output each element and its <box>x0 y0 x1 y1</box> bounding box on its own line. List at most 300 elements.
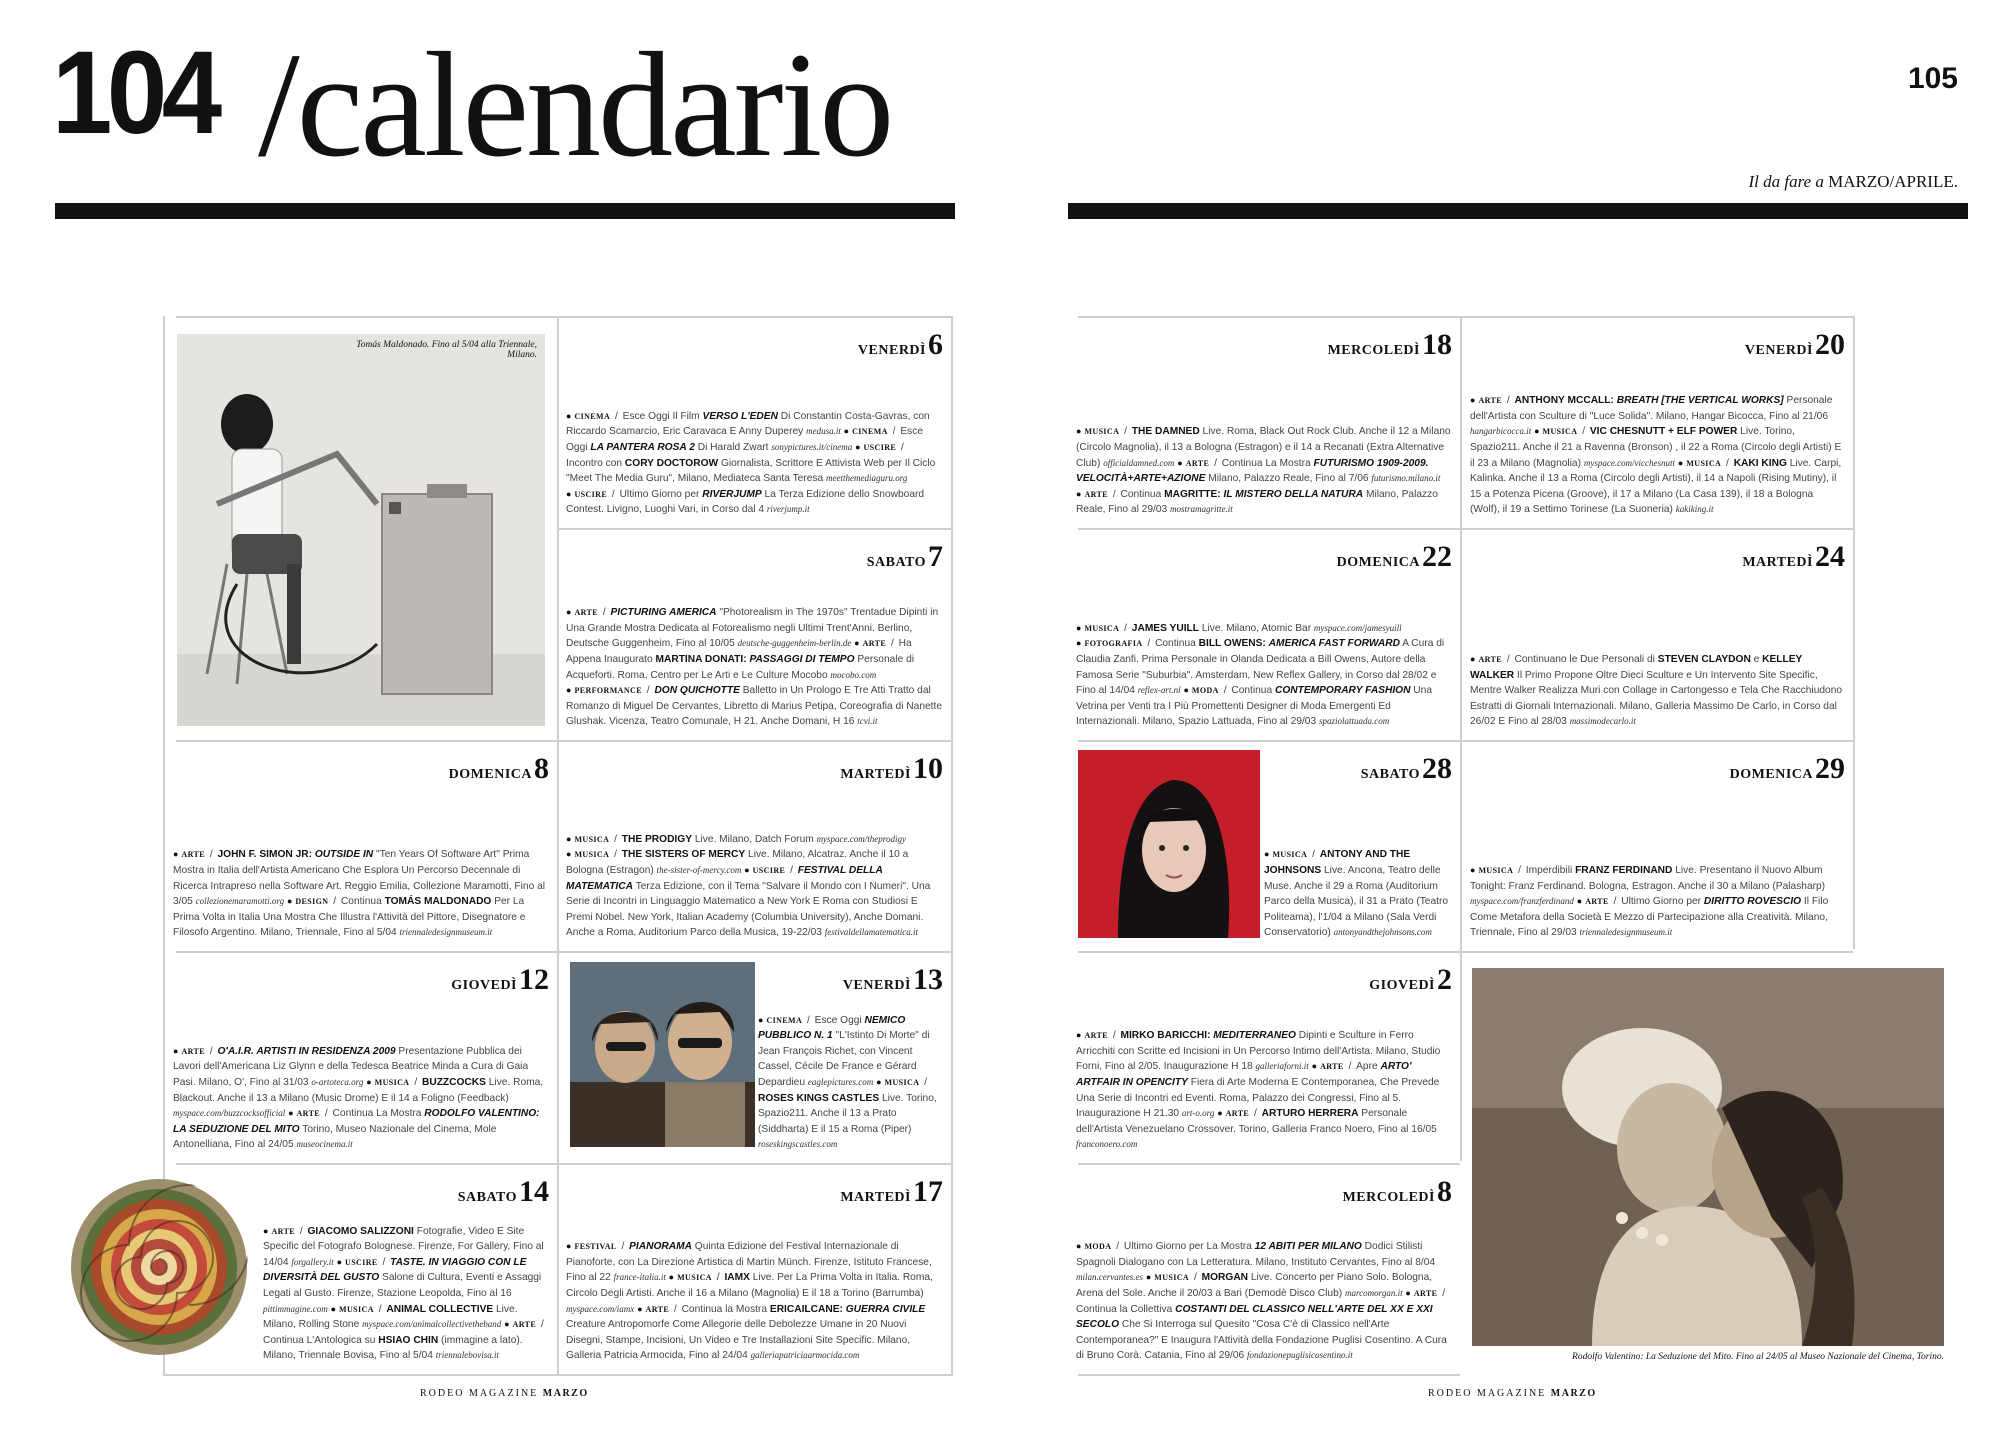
event-category: ARTE <box>1225 1109 1250 1119</box>
event-website: milan.cervantes.es <box>1076 1272 1143 1283</box>
event-category: ARTE <box>574 608 598 618</box>
event-category: FOTOGRAFIA <box>1084 639 1143 649</box>
event-category: PERFORMANCE <box>574 686 642 696</box>
event-list <box>566 832 943 941</box>
event-text: Di Constantin Costa-Gavras, con Riccardo Scamarcio, Eric Caravaca E Anny Duperey <box>566 410 930 438</box>
day-header <box>840 752 943 786</box>
day-header <box>1328 328 1452 362</box>
event-text: Continua <box>1231 685 1275 697</box>
event-category: USCIRE <box>345 1257 378 1267</box>
event-text: Live. Roma, Blackout. Anche il 13 a Milano (Music Drome) E il 14 a Foligno (Feedback) <box>173 1077 544 1104</box>
bullet-icon: ● <box>1534 426 1540 437</box>
day-header <box>449 752 549 786</box>
event-website: kakiking.it <box>1675 504 1714 515</box>
event-highlight: PASSAGGI DI TEMPO <box>749 654 855 666</box>
event-list <box>1076 621 1452 730</box>
event-website: medusa.it <box>806 426 841 437</box>
event-list <box>1264 847 1452 941</box>
event-highlight: BREATH [THE VERTICAL WORKS] <box>1616 395 1784 407</box>
event-text: Personale dell'Artista con Sculture di "Luce Solida". Milano, Hangar Bicocca, Fino al 21/06 <box>1470 395 1833 422</box>
event-category: MUSICA <box>374 1078 410 1088</box>
separator: / <box>599 607 609 619</box>
event-text: "Ten Years Of Software Art" Prima Mostra in Italia dell'Artista Americano Che Esplora Un Percorso Decennale di Ricerca Intrapreso nella Software Art. Reggio Emilia, Collezione Maramotti, Fino al 3/05 <box>173 849 546 908</box>
event-list <box>263 1224 549 1364</box>
event-list <box>1076 1239 1452 1364</box>
event-website: reflex-art.nl <box>1137 685 1181 696</box>
separator: / <box>671 1303 680 1315</box>
event-text: Continua L'Antologica su <box>263 1334 379 1346</box>
event-list <box>566 605 943 730</box>
grid-line <box>163 1374 951 1376</box>
bullet-icon: ● <box>1076 488 1082 499</box>
event-website: festivaldellamatematica.it <box>824 927 919 938</box>
event-highlight: CORY DOCTOROW <box>624 457 719 469</box>
event-highlight: TASTE. IN VIAGGIO CON LE DIVERSITÀ DEL GUSTO <box>263 1256 527 1284</box>
event-highlight: OUTSIDE IN <box>314 849 374 861</box>
event-entry <box>1076 1288 1447 1361</box>
bullet-icon: ● <box>1405 1288 1411 1299</box>
day-cell-venerdi-6 <box>558 318 951 528</box>
event-text: Ha Appena Inaugurato <box>566 638 912 666</box>
day-header <box>1730 752 1845 786</box>
bullet-icon: ● <box>1470 865 1476 876</box>
event-website: marcomorgan.it <box>1344 1288 1403 1299</box>
event-highlight: MEDITERRANEO <box>1213 1030 1296 1042</box>
bullet-icon: ● <box>843 426 850 437</box>
day-header <box>451 963 549 997</box>
bullet-icon: ● <box>288 1108 294 1119</box>
event-text: Ultimo Giorno per <box>1621 896 1704 908</box>
separator: / <box>611 833 620 845</box>
event-website: tcvi.it <box>857 716 878 727</box>
separator: / <box>1723 457 1732 469</box>
day-header <box>458 1175 549 1209</box>
grid-line <box>1078 1374 1460 1376</box>
event-highlight: ANIMAL COLLECTIVE <box>386 1303 494 1315</box>
day-cell-giovedi-2 <box>1068 953 1460 1163</box>
event-category: CINEMA <box>852 427 888 437</box>
separator: / <box>1610 896 1620 908</box>
day-number: 29 <box>1815 752 1845 785</box>
event-text: Continua la Collettiva <box>1076 1303 1176 1315</box>
event-text: Milano, Palazzo Reale, Fino al 29/03 <box>1076 488 1438 516</box>
photo-caption-maldonado: Tomás Maldonado. Fino al 5/04 alla Triennale, Milano. <box>356 340 537 360</box>
day-cell-domenica-8 <box>165 742 557 951</box>
event-text: Ultimo Giorno per <box>619 488 703 500</box>
event-highlight: GUERRA CIVILE <box>845 1303 926 1315</box>
event-text: Torino, Museo Nazionale del Cinema, Mole Antonelliana, Fino al 24/05 <box>173 1123 497 1151</box>
separator: / <box>379 1256 389 1268</box>
separator: / <box>713 1272 723 1284</box>
event-website: fondazionepuglisicosentino.it <box>1247 1350 1353 1361</box>
event-text: Personale dell'Artista Venezuelano Crossover. Torino, Galleria Franco Noero, Fino al 16/05 <box>1076 1108 1437 1135</box>
bullet-icon: ● <box>566 849 572 860</box>
bullet-icon: ● <box>1470 654 1476 665</box>
event-highlight: FRANZ FERDINAND <box>1575 865 1673 877</box>
event-text: "L'Istinto Di Morte" di Jean François Richet, con Vincent Cassel, Cécile De France e Gérard Depardieu <box>758 1030 930 1089</box>
maldonado-illustration <box>177 334 545 726</box>
event-website: franconoero.com <box>1076 1139 1138 1150</box>
event-website: myspace.com/franzferdinand <box>1470 896 1574 907</box>
event-text: Giornalista, Scrittore E Attivista Web per Il Ciclo "Meet The Media Guru", Milano, Mediateca Santa Teresa <box>566 457 936 485</box>
bullet-icon: ● <box>1217 1108 1223 1119</box>
separator: / <box>618 1241 628 1253</box>
separator: / <box>889 426 899 438</box>
event-highlight: ANTONY AND THE JOHNSONS <box>1264 849 1411 877</box>
footer-month: MARZO <box>1550 1388 1597 1399</box>
bullet-icon: ● <box>263 1225 269 1236</box>
bullet-icon: ● <box>876 1077 882 1088</box>
event-category: ARTE <box>862 639 887 649</box>
event-website: art-o.org <box>1181 1108 1215 1119</box>
day-name: DOMENICA <box>448 767 532 782</box>
event-highlight: VERSO L'EDEN <box>702 410 778 422</box>
event-highlight: TOMÁS MALDONADO <box>384 896 492 908</box>
event-website: futurismo.milano.it <box>1371 473 1441 484</box>
event-entry <box>1470 654 1842 727</box>
bullet-icon: ● <box>330 1303 337 1314</box>
event-text: Milano, Palazzo Reale, Fino al 7/06 <box>1205 473 1372 485</box>
event-website: mocobo.com <box>830 669 877 680</box>
event-list <box>566 409 943 518</box>
event-text: Che Si Interroga sul Quesito "Cosa C'è di Classico nell'Arte Contemporanea?" E Inaugura l'Attività della Fondazione Puglisi Cosentino. A Cura di Bruno Corà. Catania, Fino al 29/06 <box>1076 1319 1447 1362</box>
event-highlight: AMERICA FAST FORWARD <box>1268 638 1400 650</box>
tagline <box>1748 172 1958 192</box>
event-highlight: THE SISTERS OF MERCY <box>621 849 746 861</box>
event-category: CINEMA <box>766 1015 803 1025</box>
day-name: GIOVEDÌ <box>451 978 517 993</box>
separator: / <box>611 849 620 861</box>
day-number: 10 <box>913 752 943 785</box>
page-number-left: 104 <box>52 27 217 159</box>
event-list <box>566 1239 943 1364</box>
event-category: MUSICA <box>1154 1273 1190 1283</box>
event-highlight: KAKI KING <box>1733 457 1787 469</box>
day-number: 6 <box>928 328 943 361</box>
event-highlight: MAGRITTE: <box>1164 488 1224 500</box>
separator: / <box>1515 865 1524 877</box>
event-category: ARTE <box>1084 489 1108 499</box>
event-list <box>758 1013 943 1153</box>
event-website: hangarbicocca.it <box>1470 426 1532 437</box>
day-cell-mercoledi-8 <box>1068 1165 1460 1374</box>
valentino-illustration <box>1472 968 1944 1346</box>
event-highlight: RIVERJUMP <box>702 488 762 500</box>
event-text: Fiera di Arte Moderna E Contemporanea, Che Prevede Una Serie di Incontri ed Eventi. Roma, Palazzo dei Congressi, Fino al 5. Inaugurazione H 21.30 <box>1076 1077 1440 1120</box>
separator: / <box>1309 849 1318 861</box>
event-list <box>1470 393 1845 518</box>
event-text: Di Harald Zwart <box>694 442 772 454</box>
event-text: Dodici Stilisti Spagnoli Dialogano con La Letteratura. Milano, Instituto Cervantes, Fino al 8/04 <box>1076 1241 1436 1268</box>
separator: / <box>1211 457 1220 469</box>
event-highlight: BILL OWENS: <box>1198 638 1269 650</box>
footer-brand: RODEO MAGAZINE <box>420 1388 539 1399</box>
day-header <box>1369 963 1452 997</box>
event-text: Dipinti e Sculture in Ferro Arricchiti con Scritte ed Incisioni in Un Percorso Intimo dell'Artista. Milano, Studio Forni, Fino al 2/05. Inaugurazione H 18 <box>1076 1030 1441 1073</box>
day-header <box>843 963 943 997</box>
event-website: riverjump.it <box>766 504 810 515</box>
separator: / <box>1220 685 1230 697</box>
event-highlight: MORGAN <box>1201 1272 1249 1284</box>
separator: / <box>888 638 897 650</box>
event-website: the-sister-of-mercy.com <box>656 865 742 876</box>
separator: / <box>1191 1272 1200 1284</box>
event-text: Creature Antropomorfe Come Allegorie delle Debolezze Umane in 20 Nuovi Disegni, Stampe, Incisioni, Un Video e Tre Installazioni Site Specific. Milano, Galleria Patricia Armocida, Fino al 24/04 <box>566 1319 911 1362</box>
bullet-icon: ● <box>566 607 572 618</box>
event-highlight: RODOLFO VALENTINO: LA SEDUZIONE DEL MITO <box>173 1108 540 1135</box>
separator: / <box>1144 638 1154 650</box>
bullet-icon: ● <box>1183 685 1189 696</box>
tagline-months: MARZO/APRILE. <box>1828 172 1958 191</box>
event-highlight: ARTURO HERRERA <box>1261 1108 1359 1120</box>
event-text: Una Vetrina per Venti tra I Più Promettenti Designer di Moda Emergenti Ed Internazionali. Milano, Spazio Lattuada, Fino al 29/03 <box>1076 685 1432 728</box>
event-website: myspace.com/iamx <box>566 1303 635 1314</box>
bullet-icon: ● <box>1677 457 1684 468</box>
event-text: Quinta Edizione del Festival Internazionale di Pianoforte, con La Direzione Artistica di Martin Münch. Firenze, Istituto Francese, Fino al 22 <box>566 1241 932 1284</box>
event-list <box>173 1044 549 1153</box>
event-category: MUSICA <box>1478 866 1514 876</box>
event-text: e <box>1750 654 1763 666</box>
event-text: Continua <box>1120 488 1165 500</box>
event-category: ARTE <box>645 1304 670 1314</box>
event-category: MUSICA <box>1084 427 1120 437</box>
day-cell-domenica-29 <box>1462 742 1853 951</box>
event-website: triennaledesignmuseum.it <box>1579 927 1673 938</box>
day-number: 14 <box>519 1175 549 1208</box>
separator: / <box>1121 622 1130 634</box>
day-cell-venerdi-13 <box>558 953 951 1163</box>
day-name: VENERDÌ <box>1744 343 1813 358</box>
event-list <box>1076 424 1452 518</box>
event-text: Continua La Mostra <box>332 1108 425 1120</box>
separator: / <box>375 1303 385 1315</box>
event-category: MUSICA <box>677 1273 712 1283</box>
event-category: ARTE <box>1478 655 1502 665</box>
day-name: MARTEDÌ <box>1742 555 1813 570</box>
event-text: Live. Roma, Black Out Rock Club. Anche il 12 a Milano (Circolo Magnolia), il 13 a Bologna (Estragon) e il 14 a Recanati (Extra Alternative Club) <box>1076 426 1451 469</box>
event-category: MUSICA <box>574 850 610 860</box>
event-category: ARTE <box>181 850 205 860</box>
bullet-icon: ● <box>1076 638 1082 649</box>
event-list <box>1470 652 1845 730</box>
day-header <box>840 1175 943 1209</box>
separator: / <box>322 1108 331 1120</box>
event-text: Continua La Mostra <box>1221 457 1314 469</box>
event-highlight: 12 ABITI PER MILANO <box>1254 1241 1362 1253</box>
event-category: DESIGN <box>295 897 329 907</box>
header-rule-left <box>55 203 955 219</box>
event-website: o-artoteca.org <box>311 1077 364 1088</box>
event-text: La Terza Edizione dello Snowboard Contest. Livigno, Luoghi Vari, in Corso dal 4 <box>566 488 925 516</box>
bullet-icon: ● <box>336 1256 343 1267</box>
section-title: /calendario <box>258 22 892 188</box>
event-entry <box>566 685 942 727</box>
bullet-icon: ● <box>286 896 293 907</box>
event-website: antonyandthejohnsons.com <box>1333 927 1432 938</box>
event-text: Esce Oggi <box>814 1014 865 1026</box>
bullet-icon: ● <box>854 638 860 649</box>
separator: / <box>643 685 653 697</box>
event-website: myspace.com/theprodigy <box>816 833 906 844</box>
day-cell-sabato-7 <box>558 530 951 740</box>
event-category: MUSICA <box>1686 458 1722 468</box>
day-cell-venerdi-20 <box>1462 318 1853 528</box>
day-name: SABATO <box>866 555 926 570</box>
separator: / <box>898 442 904 454</box>
day-header <box>1361 752 1452 786</box>
event-category: ARTE <box>1585 897 1609 907</box>
footer-right <box>1428 1388 1597 1399</box>
event-highlight: THE DAMNED <box>1131 426 1200 438</box>
day-header <box>867 540 943 574</box>
bullet-icon: ● <box>637 1303 643 1314</box>
page-number-right: 105 <box>1907 62 1958 95</box>
bullet-icon: ● <box>1076 426 1082 437</box>
event-text: Continuano le Due Personali di <box>1514 654 1658 666</box>
day-cell-domenica-22 <box>1068 530 1460 740</box>
bullet-icon: ● <box>1470 395 1476 406</box>
event-website: eaglepictures.com <box>807 1077 874 1088</box>
day-number: 28 <box>1422 752 1452 785</box>
event-text: Apre <box>1356 1061 1381 1073</box>
event-website: mostramagritte.it <box>1170 504 1233 515</box>
bullet-icon: ● <box>1076 1241 1082 1252</box>
event-category: USCIRE <box>863 443 897 453</box>
event-category: ARTE <box>1478 396 1502 406</box>
event-website: roseskingscastles.com <box>758 1139 838 1150</box>
event-highlight: PIANORAMA <box>629 1241 692 1253</box>
photo-valentino <box>1472 968 1944 1346</box>
event-category: ARTE <box>271 1226 295 1236</box>
footer-left <box>420 1388 589 1399</box>
event-highlight: PICTURING AMERICA <box>610 607 717 619</box>
bullet-icon: ● <box>1177 457 1183 468</box>
tagline-prefix: Il da fare a <box>1748 172 1829 191</box>
event-website: myspace.com/animalcollectivetheband <box>362 1319 502 1330</box>
separator: / <box>612 410 621 422</box>
day-cell-martedi-10 <box>558 742 951 951</box>
event-text: Per La Prima Volta in Italia Una Mostra Che Illustra l'Attività del Pittore, Disegnatore e Filosofo Argentino. Milano, Triennale, Fino al 5/04 <box>173 896 526 939</box>
day-name: GIOVEDÌ <box>1369 978 1435 993</box>
bullet-icon: ● <box>744 865 750 876</box>
separator: / <box>1121 426 1130 438</box>
event-website: galleriaforni.it <box>1255 1061 1309 1072</box>
day-number: 24 <box>1815 540 1845 573</box>
day-number: 8 <box>1437 1175 1452 1208</box>
day-header <box>858 328 943 362</box>
event-category: USCIRE <box>574 489 608 499</box>
separator: / <box>1109 488 1119 500</box>
separator: / <box>1345 1061 1355 1073</box>
event-highlight: IAMX <box>724 1272 750 1284</box>
event-highlight: MIRKO BARICCHI: <box>1120 1030 1214 1042</box>
separator: / <box>787 865 796 877</box>
event-category: ARTE <box>1084 1031 1108 1041</box>
event-category: CINEMA <box>574 411 611 421</box>
event-highlight: HSIAO CHIN <box>378 1334 439 1346</box>
day-header <box>1337 540 1452 574</box>
event-text: Imperdibili <box>1525 865 1576 877</box>
event-list <box>1470 863 1845 941</box>
footer-month: MARZO <box>542 1388 589 1399</box>
day-cell-martedi-17 <box>558 1165 951 1374</box>
bullet-icon: ● <box>504 1319 510 1330</box>
day-cell-martedi-24 <box>1462 530 1853 740</box>
bullet-icon: ● <box>1145 1272 1152 1283</box>
event-text: Esce Oggi Il Film <box>622 410 703 422</box>
bullet-icon: ● <box>1264 849 1270 860</box>
event-category: ARTE <box>1413 1289 1438 1299</box>
event-category: USCIRE <box>752 866 786 876</box>
separator: / <box>1113 1241 1122 1253</box>
event-category: MUSICA <box>1272 850 1308 860</box>
event-text: Live. Milano, Alcatraz. Anche il 10 a Bologna (Estragon) <box>566 849 909 877</box>
day-name: VENERDÌ <box>857 343 926 358</box>
day-name: DOMENICA <box>1729 767 1813 782</box>
event-website: myspace.com/buzzcocksofficial <box>173 1108 286 1119</box>
event-entry <box>566 834 906 845</box>
event-highlight: BUZZCOCKS <box>421 1077 486 1089</box>
bullet-icon: ● <box>1311 1061 1318 1072</box>
separator: / <box>609 488 618 500</box>
footer-brand: RODEO MAGAZINE <box>1428 1388 1547 1399</box>
event-text: Live. Ancona, Teatro delle Muse. Anche il 29 a Roma (Auditorium Parco della Musica), il 31 a Prato (Teatro Politeama), l'1/04 a Milano (Sala Verdi Conservatorio) <box>1264 865 1449 939</box>
bullet-icon: ● <box>366 1077 372 1088</box>
separator: / <box>1503 395 1513 407</box>
bullet-icon: ● <box>566 1241 572 1252</box>
day-header <box>1745 328 1845 362</box>
event-category: ARTE <box>1185 458 1210 468</box>
event-text: Salone di Cultura, Eventi e Assaggi Legati al Gusto. Firenze, Stazione Leopolda, Fino al 16 <box>263 1272 542 1300</box>
day-number: 2 <box>1437 963 1452 996</box>
event-text: Continua la Mostra <box>681 1303 770 1315</box>
event-text: Live. Milano, Datch Forum <box>692 833 817 845</box>
separator: / <box>330 896 339 908</box>
header-rule-right <box>1068 203 1968 219</box>
event-text: Live. Presentano il Nuovo Album Tonight: Franz Ferdinand. Bologna, Estragon. Anche il 30 a Milano (Palasharp) <box>1470 865 1826 892</box>
event-text: Live. Concerto per Piano Solo. Bologna, Arena del Sole. Anche il 20/03 a Bari (Demodè Disco Club) <box>1076 1272 1433 1300</box>
event-highlight: NEMICO PUBBLICO N. 1 <box>758 1014 906 1042</box>
bullet-icon: ● <box>566 685 572 696</box>
event-website: triennaledesignmuseum.it <box>399 927 493 938</box>
event-category: ARTE <box>296 1109 321 1119</box>
day-number: 20 <box>1815 328 1845 361</box>
event-website: triennalebovisa.it <box>435 1350 499 1361</box>
bullet-icon: ● <box>173 849 179 860</box>
event-website: myspace.com/jamesyuill <box>1313 622 1402 633</box>
event-highlight: GIACOMO SALIZZONI <box>307 1225 414 1237</box>
photo-caption-valentino: Rodolfo Valentino: La Seduzione del Mito. Fino al 24/05 al Museo Nazionale del Cinema, Torino. <box>1572 1352 1944 1362</box>
event-category: MUSICA <box>574 834 610 844</box>
event-entry <box>1264 849 1448 938</box>
event-website: officialdamned.com <box>1103 457 1175 468</box>
event-category: ARTE <box>1320 1062 1344 1072</box>
event-highlight: CONTEMPORARY FASHION <box>1274 685 1411 697</box>
day-number: 17 <box>913 1175 943 1208</box>
event-text: Live. Torino, Spazio211. Anche il 13 a Prato (Siddharta) E il 15 a Roma (Piper) <box>758 1092 937 1135</box>
event-text: Balletto in Un Prologo E Tre Atti Tratto dal Romanzo di Miguel De Cervantes, Libretto di Marius Petipa, Coreografia di Nanette Glushak. Vicenza, Teatro Comunale, H 21. Anche Domani, H 16 <box>566 685 942 728</box>
event-website: museocinema.it <box>296 1139 353 1150</box>
event-text: Terza Edizione, con il Tema "Salvare il Mondo con I Numeri". Una Serie di Incontri in Linguaggio Matematico a New York E Roma con Studiosi E Premi Nobel. New York, Italian Academy (Columbia University), Anche Domani. Anche a Roma, Auditorium Parco della Musica, 19-22/03 <box>566 880 931 939</box>
bullet-icon: ● <box>758 1014 764 1025</box>
separator: / <box>1503 654 1513 666</box>
event-text: Incontro con <box>566 457 625 469</box>
bullet-icon: ● <box>566 833 572 844</box>
event-highlight: STEVEN CLAYDON <box>1657 654 1751 666</box>
event-category: MUSICA <box>1084 623 1120 633</box>
event-text: Continua <box>1155 638 1199 650</box>
day-header <box>1742 540 1845 574</box>
